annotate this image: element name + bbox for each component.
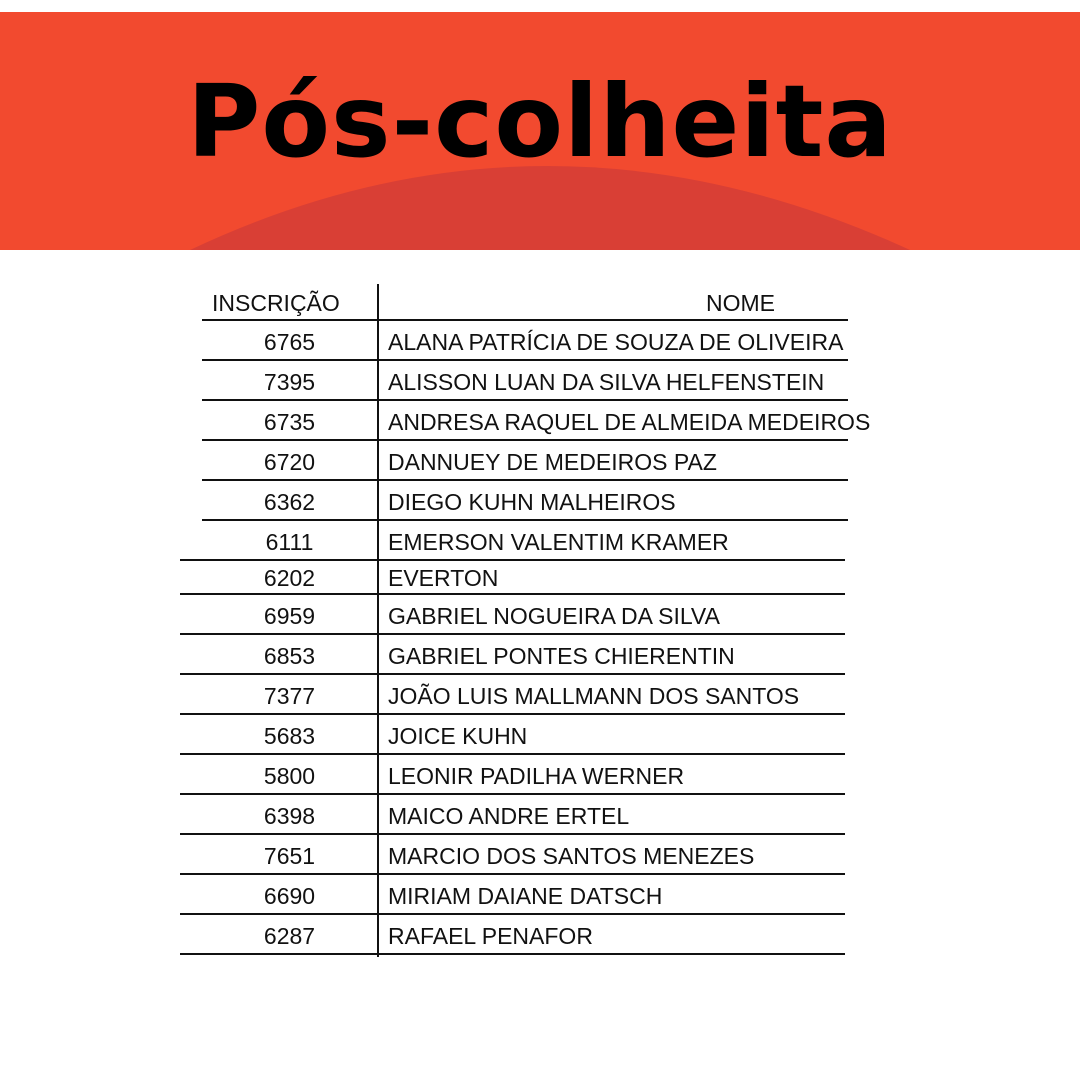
- table-row: [0, 561, 1080, 595]
- header-nome: NOME: [706, 290, 775, 316]
- cell-nome: ANDRESA RAQUEL DE ALMEIDA MEDEIROS: [388, 409, 871, 435]
- table-row: [0, 795, 1080, 835]
- cell-inscricao: 6853: [263, 643, 316, 669]
- cell-inscricao: 6398: [263, 803, 316, 829]
- cell-inscricao: 7377: [263, 683, 316, 709]
- header-inscricao: INSCRIÇÃO: [212, 290, 340, 316]
- table-row: [0, 401, 1080, 441]
- cell-nome: GABRIEL PONTES CHIERENTIN: [388, 643, 735, 669]
- row-rule: [379, 953, 845, 955]
- cell-nome: GABRIEL NOGUEIRA DA SILVA: [388, 603, 720, 629]
- table-row: [0, 635, 1080, 675]
- cell-inscricao: 6690: [263, 883, 316, 909]
- table-row: [0, 441, 1080, 481]
- cell-nome: RAFAEL PENAFOR: [388, 923, 593, 949]
- cell-inscricao: 6765: [263, 329, 316, 355]
- table-row: [0, 481, 1080, 521]
- table-row: [0, 835, 1080, 875]
- table-row: [0, 915, 1080, 955]
- cell-inscricao: 7651: [263, 843, 316, 869]
- results-table: [0, 284, 1080, 964]
- cell-inscricao: 6362: [263, 489, 316, 515]
- cell-inscricao: 6111: [265, 529, 314, 555]
- table-row: [0, 321, 1080, 361]
- cell-nome: JOÃO LUIS MALLMANN DOS SANTOS: [388, 683, 800, 709]
- cell-inscricao: 5683: [263, 723, 316, 749]
- cell-inscricao: 5800: [263, 763, 316, 789]
- cell-nome: DANNUEY DE MEDEIROS PAZ: [388, 449, 717, 475]
- table-row: [0, 521, 1080, 561]
- cell-nome: EMERSON VALENTIM KRAMER: [388, 529, 729, 555]
- title-banner: [0, 12, 1080, 250]
- cell-nome: JOICE KUHN: [388, 723, 528, 749]
- table-row: [0, 715, 1080, 755]
- table-row: [0, 875, 1080, 915]
- cell-nome: ALANA PATRÍCIA DE SOUZA DE OLIVEIRA: [388, 329, 844, 355]
- cell-nome: MAICO ANDRE ERTEL: [388, 803, 630, 829]
- cell-nome: EVERTON: [388, 565, 499, 591]
- row-rule: [180, 953, 377, 955]
- cell-inscricao: 6720: [263, 449, 316, 475]
- cell-inscricao: 6287: [263, 923, 316, 949]
- table-header: [0, 284, 1080, 321]
- cell-inscricao: 6202: [263, 565, 316, 591]
- cell-nome: ALISSON LUAN DA SILVA HELFENSTEIN: [388, 369, 825, 395]
- cell-inscricao: 6959: [263, 603, 316, 629]
- table-row: [0, 755, 1080, 795]
- cell-inscricao: 7395: [263, 369, 316, 395]
- table-row: [0, 595, 1080, 635]
- cell-nome: LEONIR PADILHA WERNER: [388, 763, 685, 789]
- cell-inscricao: 6735: [263, 409, 316, 435]
- table-row: [0, 675, 1080, 715]
- table-row: [0, 361, 1080, 401]
- cell-nome: MARCIO DOS SANTOS MENEZES: [388, 843, 755, 869]
- table-body: [0, 321, 1080, 955]
- page-title: Pós-colheita: [187, 63, 893, 180]
- cell-nome: DIEGO KUHN MALHEIROS: [388, 489, 676, 515]
- cell-nome: MIRIAM DAIANE DATSCH: [388, 883, 663, 909]
